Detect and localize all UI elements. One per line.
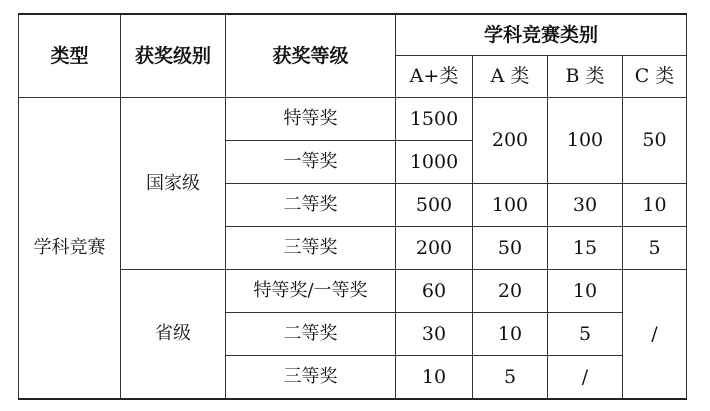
value-a: 100 — [473, 184, 548, 227]
level-provincial: 省级 — [121, 270, 226, 400]
header-row-1 — [19, 14, 687, 56]
value-b: 30 — [548, 184, 623, 227]
value-c: 5 — [623, 227, 687, 270]
table-row — [19, 98, 687, 141]
level-national: 国家级 — [121, 98, 226, 270]
value-b: 5 — [548, 313, 623, 356]
header-type: 类型 — [19, 14, 121, 98]
value-b: 10 — [548, 270, 623, 313]
value-a: 5 — [473, 356, 548, 400]
grade-cell: 一等奖 — [226, 141, 396, 184]
grade-cell: 三等奖 — [226, 356, 396, 400]
grade-cell: 二等奖 — [226, 313, 396, 356]
value-a-plus: 60 — [396, 270, 473, 313]
value-a: 20 — [473, 270, 548, 313]
value-a-plus: 10 — [396, 356, 473, 400]
value-c-merged: / — [623, 270, 687, 400]
header-b: B 类 — [548, 56, 623, 98]
grade-cell: 二等奖 — [226, 184, 396, 227]
value-a-plus: 500 — [396, 184, 473, 227]
grade-cell: 三等奖 — [226, 227, 396, 270]
value-a: 10 — [473, 313, 548, 356]
header-a: A 类 — [473, 56, 548, 98]
grade-cell: 特等奖/一等奖 — [226, 270, 396, 313]
header-competition-category: 学科竞赛类别 — [396, 14, 687, 56]
value-c: 10 — [623, 184, 687, 227]
grade-cell: 特等奖 — [226, 98, 396, 141]
value-b: 15 — [548, 227, 623, 270]
award-table-container — [18, 13, 687, 400]
value-a-merged: 200 — [473, 98, 548, 184]
header-a-plus: A+类 — [396, 56, 473, 98]
value-b: / — [548, 356, 623, 400]
header-award-grade: 获奖等级 — [226, 14, 396, 98]
value-c-merged: 50 — [623, 98, 687, 184]
award-table — [18, 13, 687, 400]
header-award-level: 获奖级别 — [121, 14, 226, 98]
type-cell: 学科竞赛 — [19, 98, 121, 400]
value-a-plus: 1500 — [396, 98, 473, 141]
value-a-plus: 1000 — [396, 141, 473, 184]
value-a-plus: 30 — [396, 313, 473, 356]
value-a-plus: 200 — [396, 227, 473, 270]
value-a: 50 — [473, 227, 548, 270]
header-c: C 类 — [623, 56, 687, 98]
value-b-merged: 100 — [548, 98, 623, 184]
